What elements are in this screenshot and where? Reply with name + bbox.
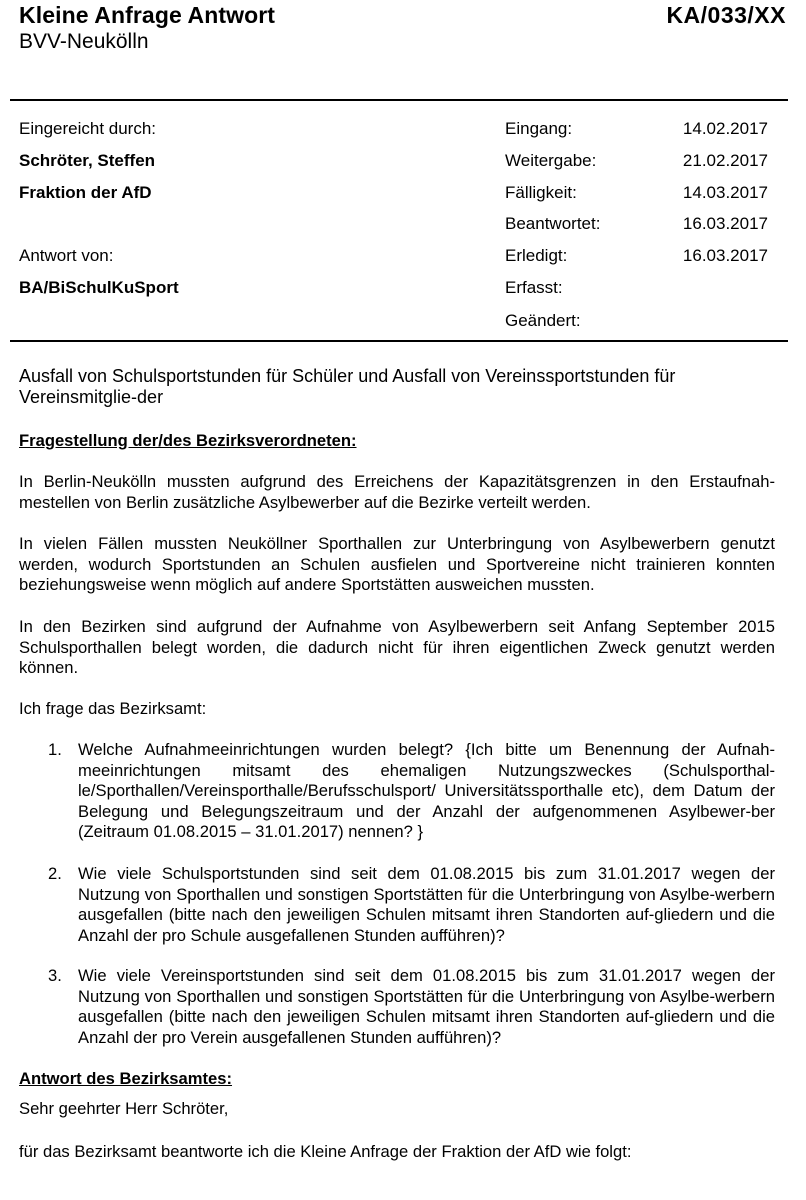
date-label-modified: Geändert:: [505, 311, 581, 330]
date-label-recorded: Erfasst:: [505, 278, 563, 297]
paragraph-1: In Berlin-Neukölln mussten aufgrund des Erreichens der Kapazitätsgrenzen in den Erstaufnah-mestellen von Berlin zusätzliche Asylbewerber auf die Bezirke verteilt werden.: [19, 472, 775, 512]
date-label-answered: Beantwortet:: [505, 214, 601, 233]
header-rule-bottom: [10, 340, 788, 342]
document-title: Kleine Anfrage Antwort: [19, 2, 276, 28]
answer-heading: Antwort des Bezirksamtes:: [19, 1069, 233, 1088]
question-3-number: 3.: [48, 966, 62, 985]
date-value-completed: 16.03.2017: [682, 246, 768, 265]
date-value-received: 14.02.2017: [682, 119, 768, 138]
paragraph-3: In den Bezirken sind aufgrund der Aufnahme von Asylbewerbern seit Anfang September 2015 Schulsporthallen belegt worden, die dadurch nicht für ihren eigentlichen Zweck genutzt werden können.: [19, 617, 775, 677]
inquiry-subject: Ausfall von Schulsportstunden für Schüler und Ausfall von Vereinssportstunden für Vereinsmitglie-der: [19, 366, 676, 407]
paragraph-4: Ich frage das Bezirksamt:: [19, 699, 207, 718]
question-2-number: 2.: [48, 864, 62, 883]
question-3-text: Wie viele Vereinsportstunden sind seit dem 01.08.2015 bis zum 31.01.2017 wegen der Nutzung von Sporthallen und sonstigen Sportstätten für die Unterbringung von Asylbe-werbern ausgefallen (bitte nach den jeweiligen Schulen mitsamt ihren Standorten auf-gliedern und die Anzahl der pro Verein ausgefallenen Stunden aufführen)?: [78, 966, 775, 1047]
question-1-text: Welche Aufnahmeeinrichtungen wurden belegt? {Ich bitte um Benennung der Aufnah-meeinrichtungen mitsamt des ehemaligen Nutzungszweckes (Schulsporthal-le/Sporthallen/Vereinsporthalle/Berufsschulsport/ Universitätssporthalle etc), dem Datum der Belegung und Belegungszeitraum und der Anzahl der aufgenommenen Asylbewer-ber (Zeitraum 01.08.2015 – 31.01.2017) nennen? }: [78, 740, 775, 841]
date-label-completed: Erledigt:: [505, 246, 568, 265]
district-name: BVV-Neukölln: [19, 30, 149, 53]
date-value-forwarded: 21.02.2017: [682, 151, 768, 170]
submitted-by-label: Eingereicht durch:: [19, 119, 157, 138]
paragraph-2: In vielen Fällen mussten Neuköllner Sporthallen zur Unterbringung von Asylbewerbern genutzt werden, wodurch Sportstunden an Schulen ausfielen und Sportvereine nicht trainieren konnten beziehungsweise wenn möglich auf andere Sportstätten ausweichen mussten.: [19, 534, 775, 594]
reference-number: KA/033/XX: [666, 2, 786, 28]
question-2-text: Wie viele Schulsportstunden sind seit dem 01.08.2015 bis zum 31.01.2017 wegen der Nutzung von Sporthallen und sonstigen Sportstätten für die Unterbringung von Asylbe-werbern ausgefallen (bitte nach den jeweiligen Schulen mitsamt ihren Standorten auf-gliedern und die Anzahl der pro Schule ausgefallenen Stunden aufführen)?: [78, 864, 775, 945]
submitter-name: Schröter, Steffen: [19, 151, 156, 170]
date-value-answered: 16.03.2017: [682, 214, 768, 233]
salutation: Sehr geehrter Herr Schröter,: [19, 1099, 229, 1118]
faction-name: Fraktion der AfD: [19, 183, 152, 202]
closing-line: für das Bezirksamt beantworte ich die Kleine Anfrage der Fraktion der AfD wie folgt:: [19, 1142, 632, 1161]
answer-by-department: BA/BiSchulKuSport: [19, 278, 179, 297]
date-label-due: Fälligkeit:: [505, 183, 577, 202]
question-heading: Fragestellung der/des Bezirksverordneten:: [19, 431, 357, 450]
date-label-received: Eingang:: [505, 119, 573, 138]
header-rule-top: [10, 99, 788, 101]
date-value-due: 14.03.2017: [682, 183, 768, 202]
date-label-forwarded: Weitergabe:: [505, 151, 597, 170]
answer-by-label: Antwort von:: [19, 246, 114, 265]
question-1-number: 1.: [48, 740, 62, 759]
